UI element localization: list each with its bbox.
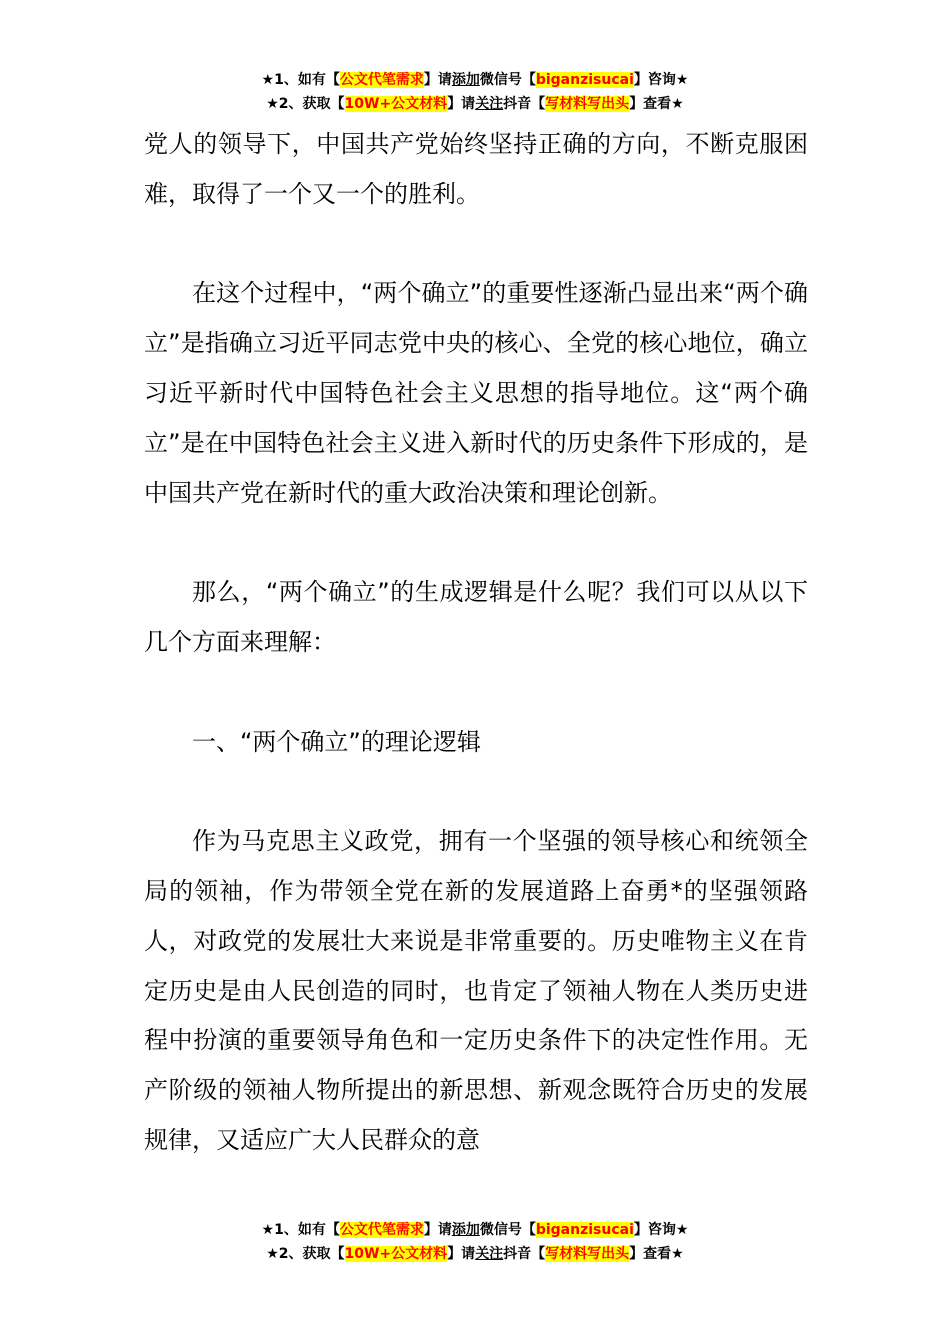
banner-highlight: 公文代笔需求 <box>339 72 424 88</box>
banner-highlight: 10W+公文材料 <box>344 96 448 112</box>
banner-highlight: 写材料写出头 <box>545 96 630 112</box>
paragraph: 在这个过程中，“两个确立”的重要性逐渐凸显出来“两个确立”是指确立习近平同志党中央的核心、全党的核心地位，确立习近平新时代中国特色社会主义思想的指导地位。这“两个确立”是在中国特色社会主义进入新时代的历史条件下形成的，是中国共产党在新时代的重大政治决策和理论创新。 <box>144 279 808 507</box>
banner-highlight: 公文代笔需求 <box>339 1222 424 1238</box>
banner-highlight: 10W+公文材料 <box>344 1246 448 1262</box>
paragraph-gap <box>144 220 808 270</box>
banner-text: ★2、获取【 <box>266 96 345 112</box>
banner-line-2 <box>0 92 950 116</box>
header-banner <box>0 68 950 116</box>
banner-text: 微信号【 <box>479 72 536 88</box>
banner-text: 】请 <box>423 1222 452 1238</box>
banner-line-1 <box>0 1218 950 1242</box>
document-body <box>144 120 808 1166</box>
banner-text: 】查看★ <box>629 96 684 112</box>
banner-underline: 关注 <box>475 1246 504 1262</box>
banner-text: 】咨询★ <box>633 72 689 88</box>
banner-highlight: biganzisucai <box>535 72 634 88</box>
banner-text: 抖音【 <box>503 1246 546 1262</box>
banner-text: 】咨询★ <box>633 1222 689 1238</box>
banner-text: ★1、如有【 <box>261 72 340 88</box>
banner-line-2 <box>0 1242 950 1266</box>
banner-underline: 添加 <box>451 72 480 88</box>
section-heading: 一、“两个确立”的理论逻辑 <box>192 727 481 756</box>
banner-text: 抖音【 <box>503 96 546 112</box>
banner-text: 】请 <box>447 1246 476 1262</box>
banner-text: 微信号【 <box>479 1222 536 1238</box>
banner-text: 】查看★ <box>629 1246 684 1262</box>
banner-highlight: 写材料写出头 <box>545 1246 630 1262</box>
banner-text: ★2、获取【 <box>266 1246 345 1262</box>
banner-text: ★1、如有【 <box>261 1222 340 1238</box>
banner-text: 】请 <box>423 72 452 88</box>
banner-line-1 <box>0 68 950 92</box>
paragraph: 那么，“两个确立”的生成逻辑是什么呢？我们可以从以下几个方面来理解： <box>144 578 808 656</box>
paragraph-gap <box>144 668 808 718</box>
paragraph-gap <box>144 518 808 568</box>
paragraph-continuation: 党人的领导下，中国共产党始终坚持正确的方向，不断克服困难，取得了一个又一个的胜利。 <box>144 130 808 208</box>
paragraph: 作为马克思主义政党，拥有一个坚强的领导核心和统领全局的领袖，作为带领全党在新的发展道路上奋勇*的坚强领路人，对政党的发展壮大来说是非常重要的。历史唯物主义在肯定历史是由人民创造的同时，也肯定了领袖人物在人类历史进程中扮演的重要领导角色和一定历史条件下的决定性作用。无产阶级的领袖人物所提出的新思想、新观念既符合历史的发展规律，又适应广大人民群众的意 <box>144 827 808 1154</box>
paragraph-gap <box>144 767 808 817</box>
footer-banner <box>0 1218 950 1266</box>
banner-underline: 添加 <box>451 1222 480 1238</box>
banner-text: 】请 <box>447 96 476 112</box>
banner-underline: 关注 <box>475 96 504 112</box>
banner-highlight: biganzisucai <box>535 1222 634 1238</box>
